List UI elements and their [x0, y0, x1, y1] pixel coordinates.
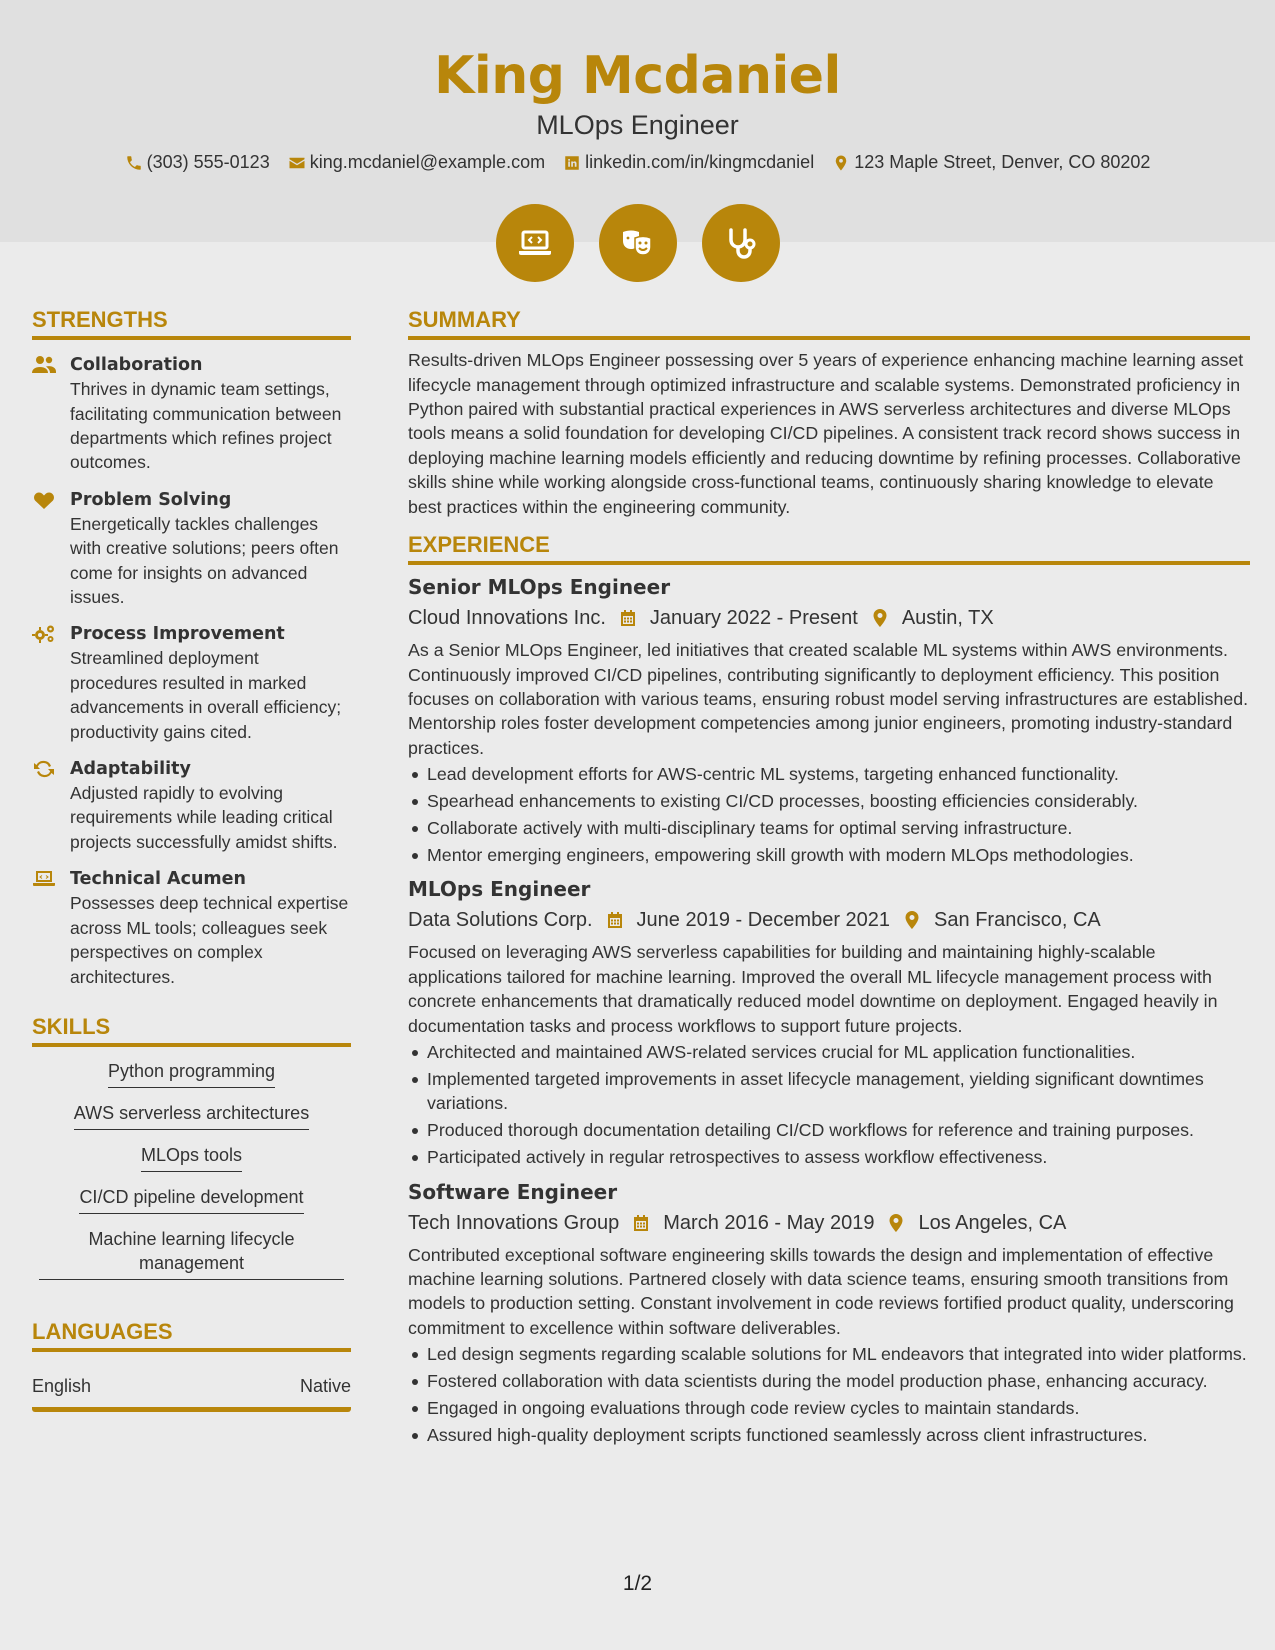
summary-heading: SUMMARY	[408, 308, 1250, 340]
strength-title: Adaptability	[70, 759, 191, 780]
heart-icon	[32, 490, 56, 510]
calendar-icon	[631, 1213, 651, 1233]
cogs-icon	[32, 624, 56, 644]
interest-theater-masks	[599, 204, 677, 282]
right-column	[408, 308, 1250, 1450]
job-company: Cloud Innovations Inc.	[408, 607, 606, 630]
job-description: Contributed exceptional software engineering skills towards the design and implementation of effective machine learning solutions. Partnered closely with data science teams, ensuring smooth transitions from models to production setting. Constant involvement in code reviews fortified product quality, underscoring commitment to excellence within software deliverables.	[408, 1244, 1234, 1338]
candidate-name: King Mcdaniel	[434, 46, 841, 106]
calendar-icon	[605, 910, 625, 930]
page-number: 1/2	[622, 1572, 653, 1595]
job-dates: June 2019 - December 2021	[636, 909, 891, 932]
job-bullet: Assured high-quality deployment scripts functioned seamlessly across client infrastructures.	[408, 1423, 1250, 1447]
job-entry	[408, 1178, 1250, 1448]
experience-heading: EXPERIENCE	[408, 533, 1250, 565]
job-bullet: Produced thorough documentation detailing CI/CD workflows for reference and training purposes.	[408, 1118, 1250, 1142]
interest-stethoscope	[702, 204, 780, 282]
address-text: 123 Maple Street, Denver, CO 80202	[854, 152, 1151, 172]
candidate-title: MLOps Engineer	[536, 110, 739, 140]
left-column	[32, 308, 351, 1412]
contact-phone	[125, 152, 270, 173]
job-dates: January 2022 - Present	[649, 607, 858, 630]
job-description: As a Senior MLOps Engineer, led initiatives that created scalable ML systems within AWS environments. Continuously improved CI/CD pipelines, contributing significantly to deployment efficiency. This position focuses on collaboration with various teams, ensuring robust model serving infrastructures are established. Mentorship roles foster development competencies among junior engineers, promoting industry-standard practices.	[408, 640, 1249, 758]
phone-icon	[125, 154, 143, 172]
job-location: Austin, TX	[901, 607, 994, 630]
strength-desc: Possesses deep technical expertise across ML tools; colleagues seek perspectives on complex architectures.	[70, 893, 349, 987]
sync-icon	[32, 759, 56, 779]
job-bullet: Collaborate actively with multi-disciplinary teams for optimal serving infrastructure.	[408, 816, 1250, 840]
strength-item	[32, 757, 351, 854]
contact-address	[832, 152, 1150, 173]
theater-masks-icon	[618, 223, 658, 263]
strength-title: Problem Solving	[70, 489, 232, 510]
summary-text: Results-driven MLOps Engineer possessing over 5 years of experience enhancing machine learning asset lifecycle management through optimized infrastructure and scalable systems. Demonstrated proficiency in Python paired with substantial practical experiences in AWS serverless architectures and diverse MLOps tools means a solid foundation for developing CI/CD pipelines. A consistent track record shows success in deploying machine learning models efficiently and reducing downtime by refining processes. Collaborative skills shine while working alongside cross-functional teams, continuously sharing knowledge to elevate best practices within the engineering community.	[408, 350, 1244, 517]
job-title: Senior MLOps Engineer	[408, 575, 671, 600]
skills-list	[32, 1059, 351, 1280]
job-dates: March 2016 - May 2019	[663, 1211, 875, 1234]
skill-item: Python programming	[32, 1059, 351, 1088]
stethoscope-icon	[721, 223, 761, 263]
envelope-icon	[288, 154, 306, 172]
job-bullet: Lead development efforts for AWS-centric ML systems, targeting enhanced functionality.	[408, 762, 1250, 786]
language-item	[32, 1376, 351, 1412]
job-location: Los Angeles, CA	[918, 1211, 1067, 1234]
skill-item: MLOps tools	[32, 1143, 351, 1172]
language-name: English	[32, 1376, 92, 1397]
skill-item: AWS serverless architectures	[32, 1101, 351, 1130]
job-bullets	[408, 762, 1250, 867]
job-title: Software Engineer	[408, 1179, 618, 1204]
strength-item	[32, 488, 351, 610]
laptop-code-icon	[515, 223, 555, 263]
map-marker-icon	[832, 154, 850, 172]
job-company: Tech Innovations Group	[408, 1211, 620, 1234]
interest-laptop-code	[496, 204, 574, 282]
language-level: Native	[299, 1376, 351, 1397]
email-text[interactable]: king.mcdaniel@example.com	[309, 152, 546, 172]
laptop-icon	[32, 869, 56, 889]
job-entry	[408, 875, 1250, 1169]
job-bullet: Fostered collaboration with data scientists during the model production phase, enhancing accuracy.	[408, 1369, 1250, 1393]
strength-item	[32, 353, 351, 475]
contact-bar	[0, 152, 1275, 173]
job-meta	[408, 604, 1250, 632]
map-marker-icon	[902, 910, 922, 930]
interest-icons	[0, 204, 1275, 282]
job-bullets	[408, 1040, 1250, 1170]
strength-desc: Energetically tackles challenges with creative solutions; peers often come for insights on advanced issues.	[70, 513, 339, 608]
job-bullet: Participated actively in regular retrospectives to assess workflow effectiveness.	[408, 1145, 1250, 1169]
strengths-heading: STRENGTHS	[32, 308, 351, 340]
job-meta	[408, 1209, 1250, 1237]
skill-item: Machine learning lifecycle management	[32, 1227, 351, 1280]
map-marker-icon	[886, 1213, 906, 1233]
skills-heading: SKILLS	[32, 1015, 351, 1047]
job-meta	[408, 906, 1250, 934]
contact-linkedin[interactable]	[563, 152, 814, 173]
job-description: Focused on leveraging AWS serverless capabilities for building and maintaining highly-scalable applications tailored for machine learning. Improved the overall ML lifecycle management process with concrete enhancements that dramatically reduced model downtime on deployment. Engaged heavily in documentation tasks and process workflows to support future projects.	[408, 942, 1218, 1036]
languages-heading: LANGUAGES	[32, 1320, 351, 1352]
job-bullet: Mentor emerging engineers, empowering skill growth with modern MLOps methodologies.	[408, 843, 1250, 867]
linkedin-text[interactable]: linkedin.com/in/kingmcdaniel	[585, 152, 815, 172]
skill-item: CI/CD pipeline development	[32, 1185, 351, 1214]
job-bullet: Engaged in ongoing evaluations through code review cycles to maintain standards.	[408, 1396, 1250, 1420]
phone-text: (303) 555-0123	[146, 152, 270, 172]
strength-desc: Adjusted rapidly to evolving requirements while leading critical projects successfully amidst shifts.	[70, 783, 338, 852]
job-bullet: Implemented targeted improvements in asset lifecycle management, yielding significant downtimes variations.	[408, 1067, 1250, 1116]
linkedin-icon	[563, 154, 581, 172]
strength-item	[32, 622, 351, 744]
job-location: San Francisco, CA	[934, 909, 1101, 932]
strength-title: Process Improvement	[70, 624, 285, 645]
strength-desc: Thrives in dynamic team settings, facilitating communication between departments which refines project outcomes.	[70, 379, 342, 473]
contact-email[interactable]	[288, 152, 545, 173]
strength-title: Technical Acumen	[70, 869, 246, 890]
job-bullet: Architected and maintained AWS-related services crucial for ML application functionalities.	[408, 1040, 1250, 1064]
job-bullet: Led design segments regarding scalable solutions for ML endeavors that integrated into wider platforms.	[408, 1342, 1250, 1366]
job-entry	[408, 573, 1250, 867]
job-title: MLOps Engineer	[408, 877, 591, 902]
calendar-icon	[618, 608, 638, 628]
strength-item	[32, 867, 351, 989]
map-marker-icon	[870, 608, 890, 628]
strength-desc: Streamlined deployment procedures resulted in marked advancements in overall efficiency; productivity gains cited.	[70, 648, 342, 742]
job-bullets	[408, 1342, 1250, 1447]
users-icon	[32, 355, 56, 375]
job-bullet: Spearhead enhancements to existing CI/CD processes, boosting efficiencies considerably.	[408, 789, 1250, 813]
strength-title: Collaboration	[70, 355, 203, 376]
job-company: Data Solutions Corp.	[408, 909, 593, 932]
